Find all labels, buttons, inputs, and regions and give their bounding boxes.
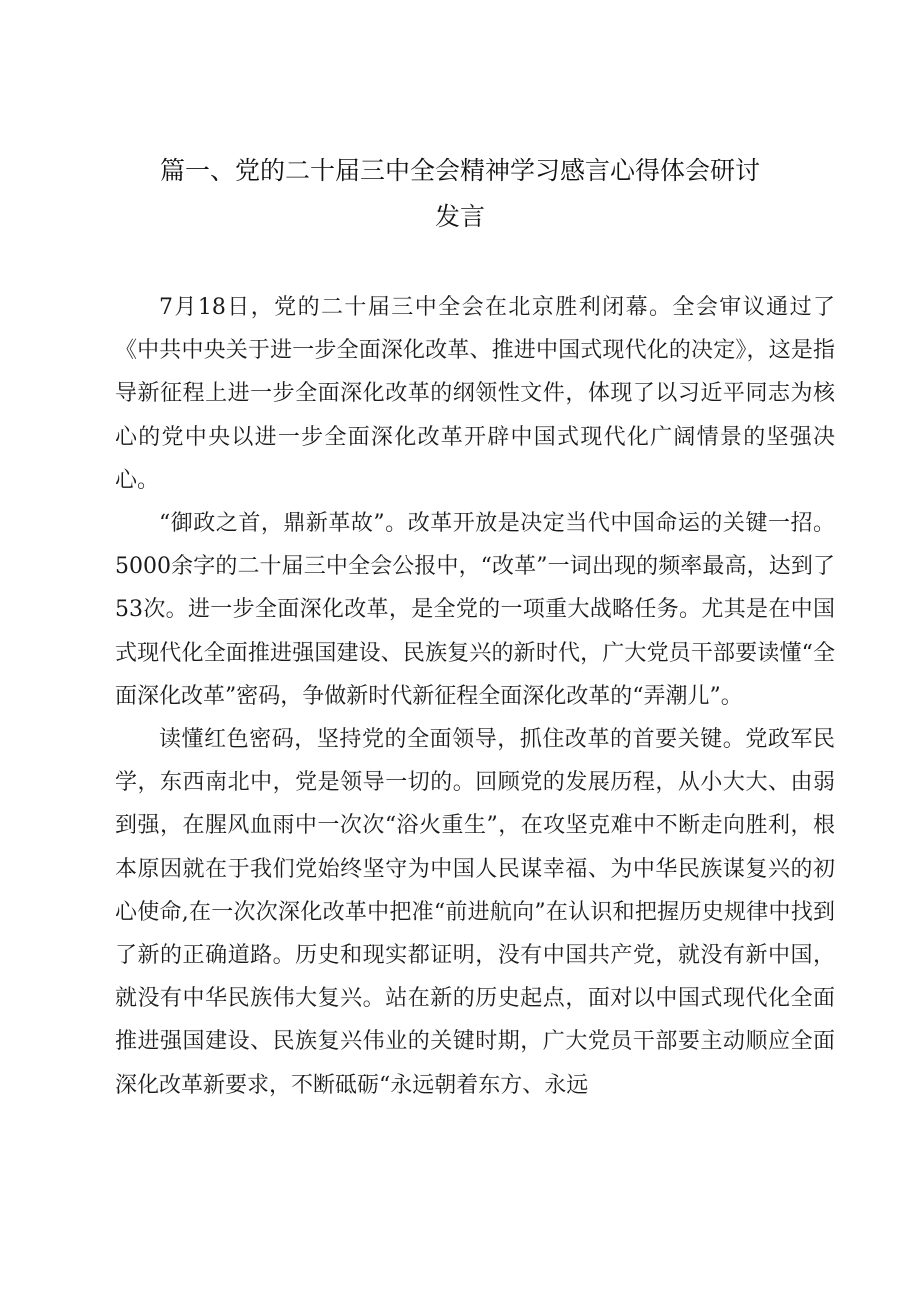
paragraph-1: 7月18日，党的二十届三中全会在北京胜利闭幕。全会审议通过了《中共中央关于进一步全面深化改革、推进中国式现代化的决定》，这是指导新征程上进一步全面深化改革的纲领性文件，体现了以习近平同志为核心的党中央以进一步全面深化改革开辟中国式现代化广阔情景的坚强决心。: [115, 295, 835, 493]
document-title: 篇一、党的二十届三中全会精神学习感言心得体会研讨发言: [159, 156, 760, 231]
paragraph-2: “御政之首，鼎新革故”。改革开放是决定当代中国命运的关键一招。5000余字的二十届三中全会公报中，“改革”一词出现的频率最高，达到了53次。进一步全面深化改革，是全党的一项重大战略任务。尤其是在中国式现代化全面推进强国建设、民族复兴的新时代，广大党员干部要读懂“全面深化改革”密码，争做新时代新征程全面深化改革的“弄潮儿”。: [115, 511, 835, 709]
paragraph-3: 读懂红色密码，坚持党的全面领导，抓住改革的首要关键。党政军民学，东西南北中，党是领导一切的。回顾党的发展历程，从小大大、由弱到强，在腥风血雨中一次次“浴火重生”，在攻坚克难中不断走向胜利，根本原因就在于我们党始终坚守为中国人民谋幸福、为中华民族谋复兴的初心使命,在一次次深化改革中把准“前进航向”在认识和把握历史规律中找到了新的正确道路。历史和现实都证明，没有中国共产党，就没有新中国，就没有中华民族伟大复兴。站在新的历史起点，面对以中国式现代化全面推进强国建设、民族复兴伟业的关键时期，广大党员干部要主动顺应全面深化改革新要求，不断砥砺“永远朝着东方、永远: [115, 727, 835, 1098]
document-body: [115, 286, 835, 1107]
